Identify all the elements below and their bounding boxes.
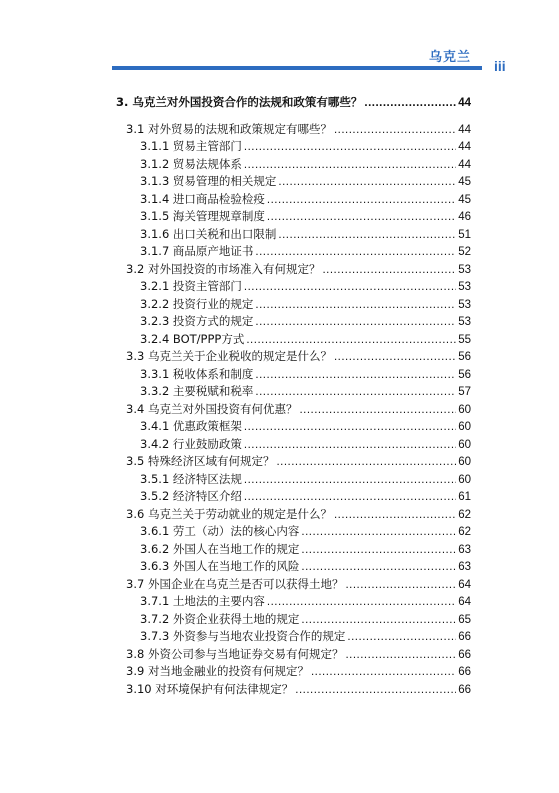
toc-entry-page: 56 [458, 351, 471, 363]
toc-entry-title: 3.6.2 外国人在当地工作的规定 [140, 541, 300, 556]
toc-entry-page: 45 [458, 176, 471, 188]
toc-entry[interactable] [116, 646, 471, 664]
dot-leader [345, 647, 456, 665]
toc-entry-page: 55 [458, 333, 471, 346]
dot-leader [299, 402, 456, 420]
toc-entry[interactable] [116, 488, 471, 506]
toc-entry[interactable] [116, 471, 471, 489]
dot-leader [255, 244, 456, 262]
toc-entry[interactable] [116, 243, 471, 261]
dot-leader [295, 682, 456, 700]
toc-entry-title: 3.2.1 投资主管部门 [140, 279, 242, 293]
page-number: iii [494, 58, 506, 74]
toc-entry[interactable] [116, 313, 471, 331]
toc-entry[interactable] [116, 156, 471, 174]
toc-entry-page: 44 [458, 141, 471, 153]
toc-entry-title: 3.6 乌克兰关于劳动就业的规定是什么？ [126, 506, 332, 521]
dot-leader [255, 367, 456, 385]
dot-leader [334, 122, 456, 140]
toc-entry[interactable] [116, 611, 471, 629]
toc-entry[interactable] [116, 523, 471, 541]
toc-entry-title: 3. 乌克兰对外国投资合作的法规和政策有哪些？ [116, 95, 363, 109]
toc-entry-page: 53 [458, 298, 471, 311]
toc-entry-page: 60 [458, 421, 471, 433]
dot-leader [278, 227, 456, 245]
toc-entry-title: 3.7.2 外资企业获得土地的规定 [140, 611, 300, 626]
dot-leader [255, 314, 456, 332]
toc-entry-title: 3.5 特殊经济区域有何规定？ [126, 454, 275, 468]
dot-leader [364, 95, 456, 113]
toc-entry-page: 52 [458, 246, 471, 258]
toc-entry-title: 3.3 乌克兰关于企业税收的规定是什么？ [126, 349, 332, 363]
toc-entry-page: 51 [458, 228, 471, 241]
dot-leader [267, 209, 456, 227]
toc-entry[interactable] [116, 94, 471, 112]
toc-entry-page: 53 [458, 316, 471, 328]
toc-entry-title: 3.7.1 土地法的主要内容 [140, 594, 265, 608]
toc-entry-title: 3.1.6 出口关税和出口限制 [140, 226, 277, 241]
toc-entry-title: 3.5.1 经济特区法规 [140, 471, 242, 486]
toc-entry-page: 57 [458, 386, 471, 398]
toc-entry[interactable] [116, 401, 471, 419]
toc-entry-page: 44 [458, 123, 471, 136]
table-of-contents [116, 94, 471, 698]
toc-entry[interactable] [116, 348, 471, 366]
toc-entry[interactable] [116, 173, 471, 191]
toc-entry-page: 56 [458, 368, 471, 381]
toc-entry-page: 66 [458, 683, 471, 696]
toc-entry[interactable] [116, 331, 471, 349]
toc-entry[interactable] [116, 121, 471, 139]
toc-entry-title: 3.1.7 商品原产地证书 [140, 244, 254, 258]
toc-entry[interactable] [116, 278, 471, 296]
dot-leader [244, 419, 456, 437]
toc-entry-page: 62 [458, 526, 471, 538]
dot-leader [255, 297, 456, 315]
toc-entry[interactable] [116, 576, 471, 594]
toc-entry-page: 63 [458, 561, 471, 573]
toc-entry[interactable] [116, 558, 471, 576]
toc-entry-title: 3.4 乌克兰对外国投资有何优惠？ [126, 401, 298, 416]
toc-entry-page: 44 [458, 97, 471, 109]
toc-entry[interactable] [116, 366, 471, 384]
toc-entry-title: 3.5.2 经济特区介绍 [140, 489, 242, 503]
toc-entry-page: 66 [458, 666, 471, 678]
toc-entry-title: 3.8 外资公司参与当地证券交易有何规定？ [126, 646, 344, 661]
dot-leader [278, 174, 456, 192]
dot-leader [301, 542, 456, 560]
toc-entry[interactable] [116, 383, 471, 401]
toc-entry-page: 45 [458, 193, 471, 206]
dot-leader [322, 262, 456, 280]
dot-leader [255, 384, 456, 402]
toc-entry-title: 3.2.2 投资行业的规定 [140, 296, 254, 311]
toc-entry-title: 3.2 对外国投资的市场准入有何规定？ [126, 261, 321, 276]
toc-entry-title: 3.1.4 进口商品检验检疫 [140, 191, 265, 206]
dot-leader [267, 192, 456, 210]
toc-entry-title: 3.9 对当地金融业的投资有何规定？ [126, 664, 309, 678]
toc-entry-page: 60 [458, 403, 471, 416]
dot-leader [244, 139, 456, 157]
dot-leader [244, 157, 456, 175]
toc-entry[interactable] [116, 261, 471, 279]
toc-entry-page: 46 [458, 211, 471, 223]
dot-leader [345, 577, 456, 595]
toc-entry-title: 3.2.4 BOT/PPP方式 [140, 331, 245, 346]
toc-entry-title: 3.2.3 投资方式的规定 [140, 314, 254, 328]
toc-entry-page: 66 [458, 648, 471, 661]
dot-leader [244, 472, 456, 490]
toc-entry-title: 3.7.3 外资参与当地农业投资合作的规定 [140, 629, 346, 643]
toc-entry[interactable] [116, 191, 471, 209]
toc-entry-page: 64 [458, 596, 471, 608]
dot-leader [246, 332, 456, 350]
dot-leader [334, 349, 456, 367]
dot-leader [301, 524, 456, 542]
toc-entry[interactable] [116, 663, 471, 681]
toc-entry[interactable] [116, 628, 471, 646]
toc-entry[interactable] [116, 541, 471, 559]
toc-entry-title: 3.3.2 主要税赋和税率 [140, 384, 254, 398]
toc-entry-page: 60 [458, 438, 471, 451]
toc-entry-title: 3.1.2 贸易法规体系 [140, 156, 242, 171]
toc-entry[interactable] [116, 208, 471, 226]
dot-leader [267, 594, 456, 612]
toc-entry-page: 60 [458, 473, 471, 486]
toc-entry-page: 62 [458, 508, 471, 521]
toc-entry-title: 3.1.3 贸易管理的相关规定 [140, 174, 277, 188]
toc-entry-title: 3.4.1 优惠政策框架 [140, 419, 242, 433]
toc-entry-title: 3.1.1 贸易主管部门 [140, 139, 242, 153]
toc-entry-page: 53 [458, 281, 471, 293]
dot-leader [311, 664, 456, 682]
toc-entry[interactable] [116, 226, 471, 244]
toc-entry[interactable] [116, 436, 471, 454]
dot-leader [244, 279, 456, 297]
toc-entry-page: 66 [458, 631, 471, 643]
toc-entry-title: 3.4.2 行业鼓励政策 [140, 436, 242, 451]
dot-leader [276, 454, 456, 472]
toc-entry-title: 3.7 外国企业在乌克兰是否可以获得土地？ [126, 576, 344, 591]
toc-entry[interactable] [116, 506, 471, 524]
toc-entry-title: 3.1.5 海关管理规章制度 [140, 209, 265, 223]
dot-leader [301, 559, 456, 577]
toc-entry-page: 63 [458, 543, 471, 556]
toc-entry[interactable] [116, 593, 471, 611]
dot-leader [347, 629, 456, 647]
toc-entry[interactable] [116, 296, 471, 314]
toc-entry-title: 3.3.1 税收体系和制度 [140, 366, 254, 381]
toc-entry-title: 3.6.3 外国人在当地工作的风险 [140, 559, 300, 573]
toc-entry[interactable] [116, 418, 471, 436]
toc-entry-page: 65 [458, 613, 471, 626]
toc-entry[interactable] [116, 453, 471, 471]
header-rule [112, 66, 482, 70]
dot-leader [301, 612, 456, 630]
toc-entry-page: 61 [458, 491, 471, 503]
toc-entry-page: 53 [458, 263, 471, 276]
toc-entry-title: 3.1 对外贸易的法规和政策规定有哪些？ [126, 121, 332, 136]
toc-entry-title: 3.6.1 劳工（动）法的核心内容 [140, 524, 300, 538]
toc-entry[interactable] [116, 681, 471, 699]
toc-entry-page: 44 [458, 158, 471, 171]
toc-entry-page: 64 [458, 578, 471, 591]
toc-entry[interactable] [116, 138, 471, 156]
running-header-title: 乌克兰 [428, 50, 471, 65]
dot-leader [244, 437, 456, 455]
toc-entry-page: 60 [458, 456, 471, 468]
dot-leader [244, 489, 456, 507]
toc-entry-title: 3.10 对环境保护有何法律规定？ [126, 681, 294, 696]
dot-leader [334, 507, 456, 525]
